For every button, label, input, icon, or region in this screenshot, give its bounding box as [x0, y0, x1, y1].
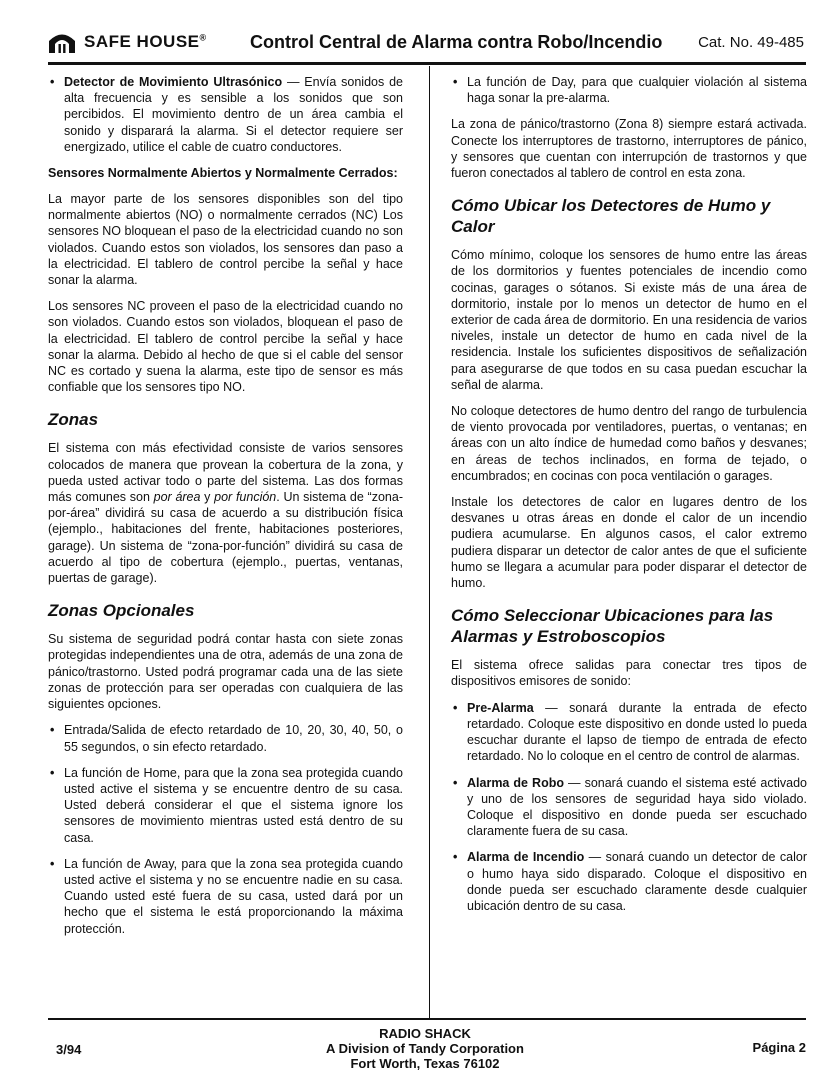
heading-zonas-opcionales: Zonas Opcionales [48, 601, 195, 621]
bullet-burglar-alarm: • Alarma de Robo — sonará cuando el sistema esté activado y uno de los sensores de seguridad haya sido violado. Coloque el dispositivo en donde pueda ser escuchado claramente fuera de su casa. [451, 775, 807, 840]
paragraph-panic-zone: La zona de pánico/trastorno (Zona 8) siempre estará activada. Conecte los interruptores de trastorno, interruptores de pánico, y sensores que cuentan con interrupción de trastornos y que fueron conectados al tablero de control en esta zona. [451, 117, 807, 181]
footer-publisher-line2: A Division of Tandy Corporation [326, 1041, 524, 1056]
footer-publisher [275, 1026, 575, 1071]
paragraph-smoke-placement: Cómo mínimo, coloque los sensores de humo entre las áreas de los dormitorios y fuentes potenciales de incendio como cocinas, garages o sótanos. Si existe más de una área de dormitorio, instale por lo menos un detector de humo en el exterior de cada área de dormitorio. En una residencia de varios niveles, instale un detector de humo en cada nivel de la residencia. Instale los suficientes dispositivos de señalización para asegurarse de que todos en su casa puedan escuchar la señal de alarma. [451, 248, 807, 392]
page-number: Página 2 [752, 1040, 806, 1055]
bullet-pre-alarm: • Pre-Alarma — sonará durante la entrada de efecto retardado. Coloque este dispositivo en donde usted lo pueda escuchar durante el lapso de tiempo de entrada de efecto retardado. No lo coloque en el centro de control de alarmas. [451, 700, 807, 765]
bullet-entry-exit-delay: • Entrada/Salida de efecto retardado de 10, 20, 30, 40, 50, o 55 segundos, o sin efecto retardado. [48, 722, 403, 754]
brand-name: SAFE HOUSE® [84, 32, 207, 51]
catalog-number: Cat. No. 49-485 [698, 34, 804, 51]
paragraph-zonas: El sistema con más efectividad consiste de varios sensores colocados de manera que provean la cobertura de la zona, y pueda usted activar todo o parte del sistema. Las dos formas más comunes son por área y por función. Un sistema de “zona-por-área” dividirá su casa de acuerdo a su distribución física (ejemplo., habitaciones del frente, habitaciones posteriores, garage). Un sistema de “zona-por-función” dividirá su casa de acuerdo al tipo de cobertura (ejemplo., puertas, ventanas, puertas de garage). [48, 441, 403, 586]
paragraph-zonas-opcionales: Su sistema de seguridad podrá contar hasta con siete zonas protegidas independientes una de otra, además de una zona de pánico/trastorno. Usted podrá programar cada una de las siete zonas de protección para ser operadas con cualquiera de las siguientes opciones. [48, 632, 403, 712]
header-rule [48, 62, 806, 65]
bullet-fire-alarm: • Alarma de Incendio — sonará cuando un detector de calor o humo haya sido disparado. Coloque el dispositivo en donde pueda ser escuchado claramente desde cualquier ubicación dentro de su casa. [451, 849, 807, 914]
safe-house-logo-icon [48, 30, 76, 54]
paragraph-heat-detectors: Instale los detectores de calor en lugares dentro de los desvanes u otras áreas en donde el calor de un incendio pudiera acumularse. En algunos casos, el calor extremo pudiera disparar un detector de calor antes de que el suficiente humo se llegara a acumular para poder disparar el detector de humo. [451, 495, 807, 591]
column-divider [429, 66, 430, 1018]
bullet-home-function: • La función de Home, para que la zona sea protegida cuando usted active el sistema y se encuentre dentro de su casa. Usted deberá considerar el que el sistema ignore los sensores de movimiento mientras usted está dentro de su casa. [48, 765, 403, 846]
heading-sensores: Sensores Normalmente Abiertos y Normalmente Cerrados: [48, 166, 398, 181]
left-column [48, 74, 403, 947]
bullet-away-function: • La función de Away, para que la zona sea protegida cuando usted active el sistema y no se encuentre nadie en su casa. Cuando usted esté fuera de su casa, usted dará por un hecho que el sistema le está proporcionando la máxima protección. [48, 856, 403, 937]
document-title: Control Central de Alarma contra Robo/Incendio [250, 32, 663, 52]
footer-date: 3/94 [56, 1042, 82, 1057]
footer-publisher-line1: RADIO SHACK [379, 1026, 471, 1041]
footer-rule [48, 1018, 806, 1020]
heading-ubicar-detectores: Cómo Ubicar los Detectores de Humo y Calor [451, 196, 771, 237]
footer-publisher-line3: Fort Worth, Texas 76102 [350, 1056, 500, 1071]
bullet-ultrasonic-detector: • Detector de Movimiento Ultrasónico — Envía sonidos de alta frecuencia y es sensible a los sonidos que son percibidos. El movimiento dentro de un área cambia el sonido y disparará la alarma. Si el detector requiere ser energizado, utilice el cable de cuatro conductores. [48, 74, 403, 155]
right-column [451, 74, 807, 924]
paragraph-smoke-avoid: No coloque detectores de humo dentro del rango de turbulencia de viento provocada por ventiladores, puertas, o ventanas; en áreas con un alto índice de humedad como baños y desvanes; en áreas de techos inclinados, en forma de tejado, o encumbrados; en cocinas con poca ventilación o garages. [451, 404, 807, 483]
paragraph-outputs: El sistema ofrece salidas para conectar tres tipos de dispositivos emisores de sonido: [451, 658, 807, 689]
paragraph-sensores-no: La mayor parte de los sensores disponibles son del tipo normalmente abiertos (NO) o normalmente cerrados (NC) Los sensores NO bloquean el paso de la electricidad cuando no son violados. Cuando estos son violados, los sensores dan paso a la electricidad. El tablero de control percibe la señal y hace sonar la alarma. [48, 192, 403, 288]
heading-seleccionar-ubicaciones: Cómo Seleccionar Ubicaciones para las Alarmas y Estroboscopios [451, 606, 774, 647]
bullet-day-function: • La función de Day, para que cualquier violación al sistema haga sonar la pre-alarma. [451, 74, 807, 106]
heading-zonas: Zonas [48, 410, 99, 430]
page-header [48, 26, 806, 58]
paragraph-sensores-nc: Los sensores NC proveen el paso de la electricidad cuando no son violados. Cuando estos son violados, bloquean el paso de la electricidad. El tablero de control percibe la señal y hace sonar la alarma. Debido al hecho de que si el cable del sensor NC es cortado y suena la alarma, este tipo de sensor es más confiable que los sensores tipo NO. [48, 299, 403, 395]
